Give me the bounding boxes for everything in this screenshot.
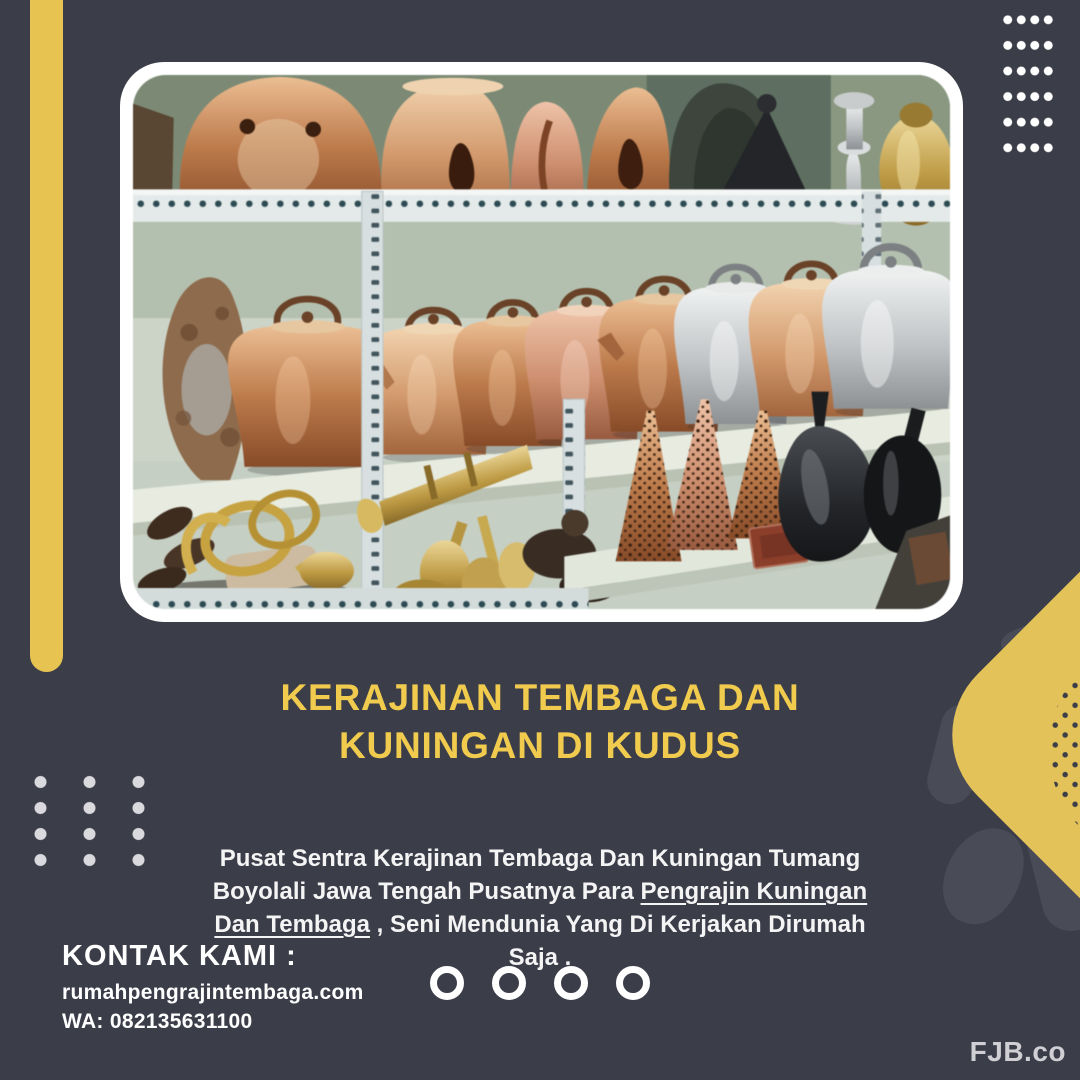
dot-grid-left [16, 769, 164, 874]
ring-decor [430, 966, 464, 1000]
dot-grid-top-right [1001, 7, 1055, 161]
product-photo [133, 75, 950, 609]
contact-heading: KONTAK KAMI : [62, 940, 297, 972]
contact-website: rumahpengrajintembaga.com [62, 981, 364, 1004]
headline-line2: KUNINGAN DI KUDUS [338, 725, 742, 766]
description-underlined: Pengrajin Kuningan Dan Tembaga [214, 878, 868, 938]
yellow-accent-bar [30, 0, 63, 672]
headline [0, 674, 1080, 770]
description-part2: , Seni Mendunia Yang Di Kerjakan Dirumah Saja . [369, 911, 866, 971]
brand-watermark: FJB.co [969, 1036, 1066, 1067]
ring-decor [616, 966, 650, 1000]
ring-decor [554, 966, 588, 1000]
product-photo-frame [120, 62, 963, 622]
headline-line1: KERAJINAN TEMBAGA DAN [280, 677, 800, 718]
description-part1: Pusat Sentra Kerajinan Tembaga Dan Kuningan Tumang Boyolali Jawa Tengah Pusatnya Para [212, 845, 861, 905]
ring-decor [492, 966, 526, 1000]
contact-whatsapp: WA: 082135631100 [62, 1010, 253, 1033]
ring-decor-row [0, 966, 1080, 1000]
